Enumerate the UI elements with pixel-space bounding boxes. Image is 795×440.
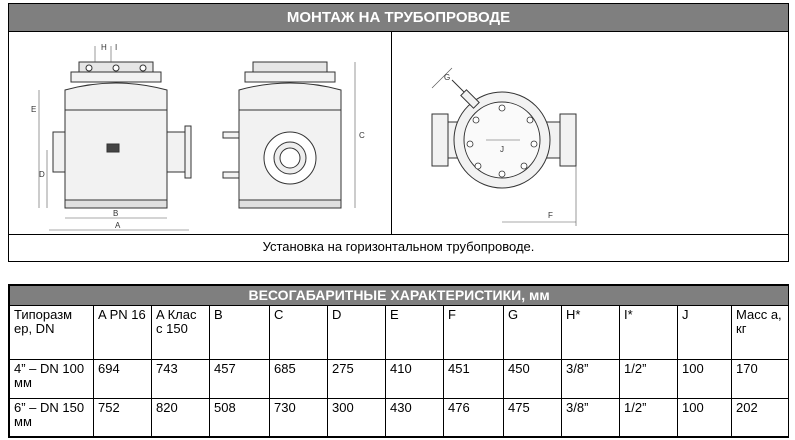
column-header: D — [328, 306, 386, 360]
dim-label-a: A — [115, 221, 121, 230]
table-cell: 1/2” — [620, 360, 678, 399]
dim-label-c: C — [359, 131, 365, 140]
column-header: I* — [620, 306, 678, 360]
table-cell: 685 — [270, 360, 328, 399]
column-header: Масс а, кг — [732, 306, 789, 360]
front-view — [53, 62, 191, 208]
dim-label-e: E — [31, 105, 37, 114]
column-header: C — [270, 306, 328, 360]
table-cell: 475 — [504, 399, 562, 437]
table-cell: 743 — [152, 360, 210, 399]
specs-title: ВЕСОГАБАРИТНЫЕ ХАРАКТЕРИСТИКИ, мм — [10, 286, 789, 306]
column-header: Типоразм ер, DN — [10, 306, 94, 360]
column-header: E — [386, 306, 444, 360]
dim-label-f: F — [548, 211, 553, 220]
table-cell: 410 — [386, 360, 444, 399]
table-cell: 275 — [328, 360, 386, 399]
column-header-row — [10, 306, 789, 360]
mounting-section — [8, 3, 789, 262]
table-cell: 820 — [152, 399, 210, 437]
dim-label-d: D — [39, 170, 45, 179]
column-header: B — [210, 306, 270, 360]
table-cell: 170 — [732, 360, 789, 399]
table-cell: 694 — [94, 360, 152, 399]
column-header: G — [504, 306, 562, 360]
table-cell: 752 — [94, 399, 152, 437]
column-header: J — [678, 306, 732, 360]
table-cell: 476 — [444, 399, 504, 437]
table-cell: 457 — [210, 360, 270, 399]
table-cell: 450 — [504, 360, 562, 399]
table-row — [10, 399, 789, 437]
column-header: A PN 16 — [94, 306, 152, 360]
mounting-title: МОНТАЖ НА ТРУБОПРОВОДЕ — [9, 4, 788, 32]
table-row — [10, 360, 789, 399]
table-cell: 508 — [210, 399, 270, 437]
table-cell: 3/8” — [562, 399, 620, 437]
dim-label-b: B — [113, 209, 119, 218]
table-cell: 202 — [732, 399, 789, 437]
specs-table — [9, 285, 789, 437]
dim-label-j: J — [500, 145, 504, 154]
column-header: A Клас с 150 — [152, 306, 210, 360]
dim-label-h: H — [101, 43, 107, 52]
table-cell: 100 — [678, 360, 732, 399]
side-view — [223, 62, 341, 208]
column-header: H* — [562, 306, 620, 360]
drawings-area — [9, 32, 788, 235]
top-view-drawing — [392, 32, 788, 234]
table-cell: 730 — [270, 399, 328, 437]
table-cell: 3/8” — [562, 360, 620, 399]
column-header: F — [444, 306, 504, 360]
table-cell: 451 — [444, 360, 504, 399]
specs-section — [8, 284, 789, 438]
dim-label-g: G — [444, 73, 451, 82]
table-cell: 4” – DN 100 мм — [10, 360, 94, 399]
front-side-view-drawing — [9, 32, 391, 234]
table-cell: 6” – DN 150 мм — [10, 399, 94, 437]
table-cell: 300 — [328, 399, 386, 437]
table-cell: 100 — [678, 399, 732, 437]
table-cell: 430 — [386, 399, 444, 437]
dim-label-i: I — [115, 43, 118, 52]
table-cell: 1/2” — [620, 399, 678, 437]
mounting-caption: Установка на горизонтальном трубопроводе. — [262, 239, 535, 254]
